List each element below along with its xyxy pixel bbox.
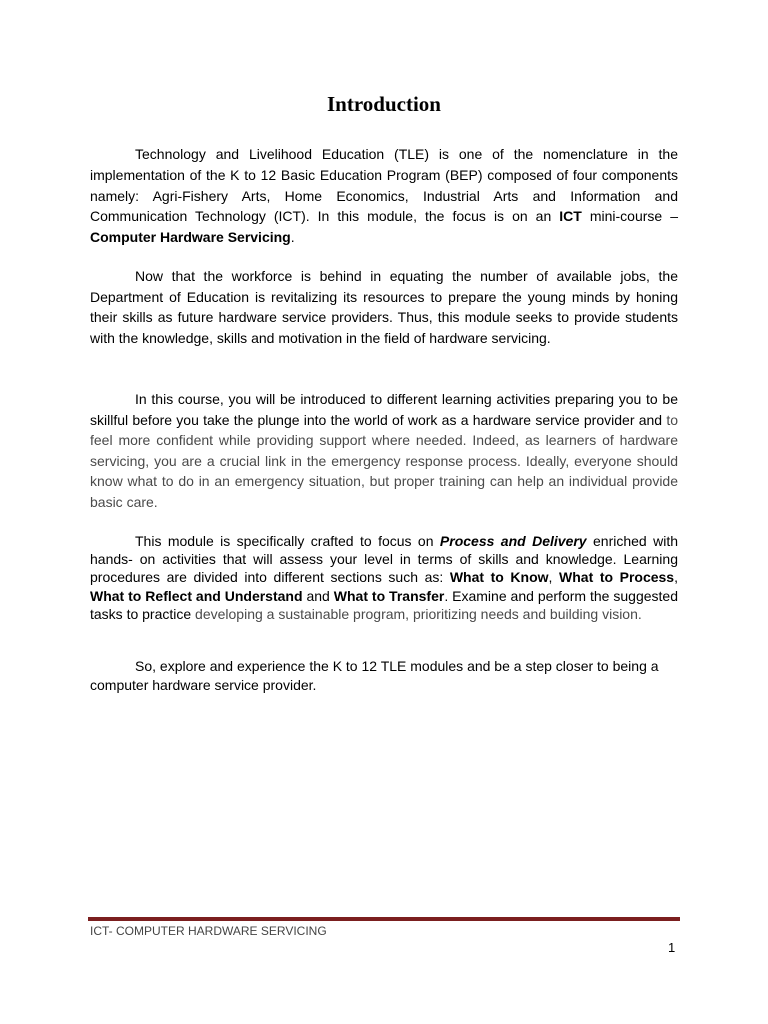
bold-term: What to Process <box>559 569 675 586</box>
bold-italic-term: Process and Delivery <box>439 533 587 549</box>
intro-paragraph-3 <box>90 389 678 512</box>
paragraph-text: . <box>290 229 295 246</box>
footer-rule <box>88 917 680 921</box>
paragraph-text: Technology and Livelihood Education (TLE) is one of the nomenclature in the implementation of the K to 12 Basic Education Program (BEP) composed of four components namely: Agri-Fishery Arts, Home Economics, Industrial Arts and Information and Communication Technology (ICT). In this module, the focus is on an <box>90 146 678 225</box>
paragraph-text: , <box>548 569 560 586</box>
bold-term: What to Reflect and Understand <box>90 587 303 604</box>
paragraph-text: . Examine and perform the suggested tasks to practice <box>90 587 678 622</box>
paragraph-text: This module is specifically crafted to focus on <box>135 533 440 549</box>
paragraph-text: enriched with hands- on activities that will assess your level in terms of skills and knowledge. Learning procedures are divided into different sections such as: <box>90 533 679 586</box>
paragraph-text: , <box>674 569 678 586</box>
bold-term: Computer Hardware Servicing <box>90 229 291 246</box>
paragraph-text: In this course, you will be introduced to different learning activities preparing you to be skillful before you take the plunge into the world of work as a hardware service provider and <box>90 391 678 428</box>
paragraph-text: Now that the workforce is behind in equating the number of available jobs, the Department of Education is revitalizing its resources to prepare the young minds by honing their skills as future hardware service providers. Thus, this module seeks to provide students with the knowledge, skills and motivation in the field of hardware servicing. <box>90 268 678 346</box>
intro-paragraph-5 <box>90 657 678 694</box>
paragraph-text: and <box>302 587 334 604</box>
paragraph-text: So, explore and experience the K to 12 TLE modules and be a step closer to being a computer hardware service provider. <box>90 658 659 693</box>
footer-label: ICT- COMPUTER HARDWARE SERVICING <box>90 924 327 938</box>
bold-term: What to Know <box>449 569 549 586</box>
page-number: 1 <box>668 940 676 955</box>
intro-paragraph-1 <box>90 144 678 248</box>
bold-term: ICT <box>559 208 582 225</box>
intro-paragraph-2 <box>90 266 678 348</box>
paragraph-text-grey: to feel more confident while providing support where needed. Indeed, as learners of hardware servicing, you are a crucial link in the emergency response process. Ideally, everyone should know what to do in an emergency situation, but proper training can help an individual provide basic care. <box>90 411 678 510</box>
paragraph-text: mini-course – <box>581 208 678 225</box>
bold-term: What to Transfer <box>333 587 445 604</box>
page-title: Introduction <box>327 92 441 116</box>
paragraph-text-grey: developing a sustainable program, prioritizing needs and building vision. <box>195 605 642 622</box>
intro-paragraph-4 <box>90 532 678 623</box>
